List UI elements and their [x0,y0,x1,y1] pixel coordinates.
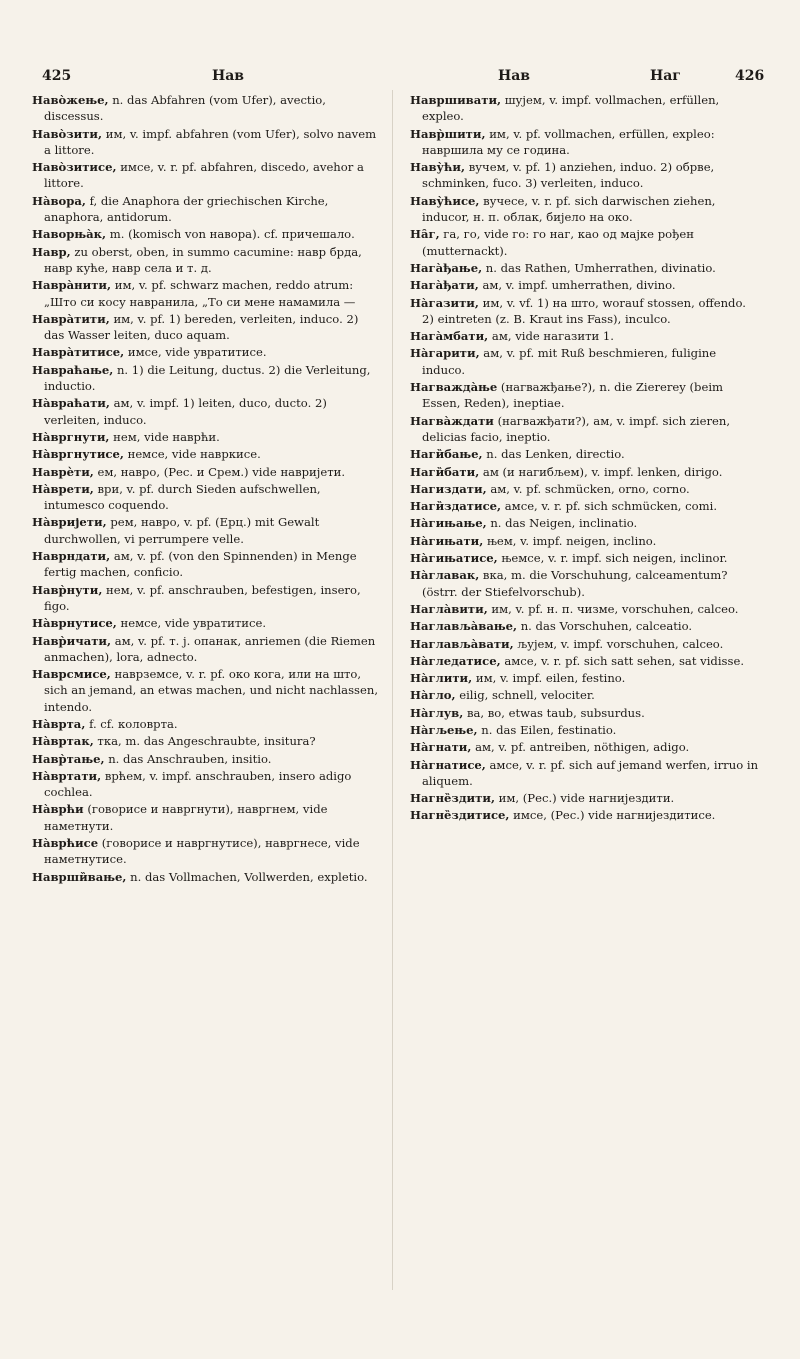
definition: га, го, vide го: го наг, као од мајке рођен (mutternackt). [422,227,694,258]
dictionary-entry [410,653,760,669]
dictionary-entry [410,550,760,566]
headword: На̀врћисе [32,836,99,851]
headword: На̀глув, [410,705,464,720]
left-running-head: Нав [212,68,245,84]
definition: имсе, vide увратитисе. [127,345,267,360]
definition: шујем, v. impf. vollmachen, erfüllen, expleo. [422,93,720,124]
dictionary-entry [410,446,760,462]
dictionary-entry [32,733,382,749]
headword: На̑г, [410,227,440,242]
dictionary-entry [32,548,382,581]
headword: Навр̀тање, [32,751,105,766]
definition: ам, vide нагазити 1. [491,329,614,344]
definition: им, v. impf. eilen, festino. [475,671,626,686]
dictionary-entry [32,159,382,192]
dictionary-entry [410,193,760,226]
headword: На̀врта, [32,716,86,731]
definition: n. das Anschrauben, insitio. [108,751,272,766]
headword: На̀гнатисе, [410,757,486,772]
headword: На̀гледатисе, [410,653,501,668]
dictionary-entry [410,295,760,328]
definition: n. das Vollmachen, Vollwerden, expletio. [130,869,368,884]
dictionary-entry [32,126,382,159]
dictionary-entry [32,582,382,615]
definition: (нагважђати?), ам, v. impf. sich zieren, delicias facio, ineptio. [422,413,731,444]
definition: им, (Рес.) vide нагнијездити. [498,791,675,806]
headword: На̀гарити, [410,346,480,361]
headword: Нагне̏здитисе, [410,808,510,823]
dictionary-entry [32,514,382,547]
dictionary-entry [410,636,760,652]
headword: Навр̀шити, [410,126,486,141]
dictionary-entry [32,751,382,767]
headword: Нагла̀вити, [410,601,488,616]
definition: f, die Anaphora der griechischen Kirche, anaphora, antidorum. [44,193,329,225]
definition: ва, во, etwas taub, subsurdus. [466,705,645,720]
definition: n. das Abfahren (vom Ufer), avectio, discessus. [44,93,326,124]
definition: m. (komisch von навора). cf. причешало. [109,227,355,242]
headword: Наврндати, [32,549,111,564]
definition: (говорисе и навргнутисе), навргнесе, vide наметнутисе. [44,836,360,867]
definition: амсе, v. r. pf. sich schmücken, comi. [504,499,718,514]
dictionary-entry [32,446,382,462]
definition: немсе, vide увратитисе. [120,616,267,631]
dictionary-entry [410,757,760,790]
headword: На̀вртак, [32,734,94,749]
headword: Нагва̀ждати [410,413,494,428]
dictionary-entry [410,601,760,617]
right-running-head-last: Наг [650,68,681,84]
headword: Навра̀тити, [32,311,110,326]
headword: На̀вријети, [32,515,107,530]
left-page-number: 425 [42,68,72,84]
dictionary-entry [410,722,760,738]
definition: им, v. pf. schwarz machen, reddo atrum: „Што си косу навранила, „То си мене намамила — [44,278,356,309]
definition: им, v. vf. 1) на што, worauf stossen, offendo. 2) eintreten (z. B. Kraut ins Fass), inculco. [422,295,746,326]
headword: Наворња̀к, [32,227,107,242]
dictionary-entry [410,670,760,686]
definition: ам, v. pf. (von den Spinnenden) in Menge fertig machen, conficio. [44,549,357,580]
definition: тка, m. das Angeschraubte, insitura? [97,734,316,749]
dictionary-entry [32,311,382,344]
definition: нем, v. pf. anschrauben, befestigen, insero, figo. [44,582,361,613]
headword: Наги̏бање, [410,447,483,462]
headword: Навршивати, [410,93,502,107]
dictionary-entry [32,92,382,125]
definition: zu oberst, oben, in summo cacumine: навр брда, навр куће, навр села и т. д. [44,244,362,275]
definition: амсе, v. r. pf. sich auf jemand werfen, irruo in aliquem. [422,757,759,788]
headword: Навр̀ичати, [32,633,112,648]
dictionary-entry [32,801,382,834]
definition: n. 1) die Leitung, ductus. 2) die Verleitung, inductio. [44,362,371,394]
definition: n. das Eilen, festinatio. [481,722,617,737]
headword: На̀газити, [410,295,479,310]
definition: вучесе, v. r. pf. sich darwischen ziehen, inducor, н. п. облак, бијело на око. [422,193,716,225]
dictionary-entry [410,277,760,293]
headword: Нагважда̀ње [410,380,498,395]
dictionary-entry [32,362,382,395]
dictionary-entry [32,835,382,868]
headword: Навр, [32,244,71,259]
definition: им, v. pf. н. п. чизме, vorschuhen, calceo. [491,601,739,616]
headword: Наврши̏вање, [32,869,127,884]
headword: Наги̏бати, [410,464,480,479]
dictionary-entry [410,159,760,192]
headword: На̀главак, [410,568,480,583]
dictionary-entry [410,260,760,276]
dictionary-entry [32,193,382,226]
headword: Наву̀ћисе, [410,193,480,208]
headword: На̀вртати, [32,768,102,783]
definition: n. das Vorschuhen, calceatio. [520,619,693,634]
headword: Навраћање, [32,362,114,377]
dictionary-entry [32,869,382,885]
dictionary-entry [410,328,760,344]
definition: њемсе, v. r. impf. sich neigen, inclinor. [501,551,728,566]
dictionary-entry [32,277,382,310]
right-page-number: 426 [735,68,765,84]
definition: вучем, v. pf. 1) anziehen, induo. 2) обрве, schminken, fuco. 3) verleiten, induco. [422,160,715,191]
definition: наврземсе, v. r. pf. око кога, или на што, sich an jemand, an etwas machen, und nicht nachlassen, intendo. [44,667,378,714]
right-column [410,92,760,825]
headword: Наво̀зитисе, [32,160,117,175]
headword: Нагиздати, [410,481,487,496]
dictionary-entry [410,498,760,514]
headword: На̀враћати, [32,396,110,411]
dictionary-entry [410,790,760,806]
headword: Нага̀мбати, [410,329,489,344]
headword: На̀гло, [410,688,456,703]
definition: (говорисе и навргнути), навргнем, vide наметнути. [44,802,328,833]
definition: ам, v. pf. antreiben, nöthigen, adigo. [475,740,690,755]
dictionary-entry [32,633,382,666]
headword: Наги̏здатисе, [410,499,502,514]
headword: Наву̀ћи, [410,160,466,175]
left-column [32,92,382,886]
definition: им, v. pf. 1) bereden, verleiten, induco. 2) das Wasser leiten, duco aquam. [44,311,359,343]
dictionary-entry [410,464,760,480]
dictionary-entry [32,344,382,360]
dictionary-entry [410,739,760,755]
dictionary-entry [410,618,760,634]
headword: Навра̀нити, [32,278,112,293]
headword: Нага̀ђање, [410,260,483,275]
definition: ам, v. pf. schmücken, orno, corno. [490,481,690,496]
headword: На̀гињање, [410,516,487,531]
definition: ам, v. pf. т. ј. опанак, anriemen (die Riemen anmachen), lora, adnecto. [44,633,376,664]
dictionary-entry [410,345,760,378]
definition: нем, vide наврћи. [113,429,220,444]
headword: На̀гљење, [410,722,478,737]
headword: На̀гнати, [410,740,472,755]
dictionary-entry [410,126,760,159]
dictionary-entry [32,666,382,715]
headword: Навра̀титисе, [32,345,125,360]
definition: имсе, v. r. pf. abfahren, discedo, avehor a littore. [44,160,364,191]
headword: На̀врнутисе, [32,616,117,631]
definition: n. das Rathen, Umherrathen, divinatio. [485,260,716,275]
dictionary-entry [410,705,760,721]
column-divider [392,90,393,1290]
dictionary-entry [32,481,382,514]
definition: ам, v. impf. 1) leiten, duco, ducto. 2) verleiten, induco. [44,396,327,427]
headword: Нагне̏здити, [410,791,495,806]
dictionary-entry [32,768,382,801]
dictionary-entry [32,429,382,445]
dictionary-entry [410,567,760,600]
dictionary-entry [32,716,382,732]
dictionary-entry [410,807,760,823]
dictionary-entry [32,226,382,242]
right-running-head-first: Нав [498,68,531,84]
headword: На̀гињатисе, [410,551,498,566]
definition: ам, v. pf. mit Ruß beschmieren, fuligine induco. [422,346,717,377]
headword: На̀гињати, [410,533,484,548]
definition: имсе, (Рес.) vide нагнијездитисе. [513,808,716,823]
definition: им, v. impf. abfahren (vom Ufer), solvo navem a littore. [44,126,377,157]
headword: На̀врћи [32,802,84,817]
headword: На̀вргнутисе, [32,447,124,462]
dictionary-entry [410,379,760,412]
headword: На̀глити, [410,671,473,686]
definition: (нагважђање?), n. die Ziererey (beim Essen, Reden), ineptiae. [422,380,724,411]
definition: n. das Neigen, inclinatio. [490,516,638,531]
headword: Наво̀зити, [32,126,103,141]
definition: f. cf. коловрта. [89,716,178,731]
headword: Наглавља̀вање, [410,619,518,634]
headword: Наврсмисе, [32,667,111,682]
dictionary-entry [410,515,760,531]
definition: немсе, vide навркисе. [127,447,261,462]
definition: ам (и нагибљем), v. impf. lenken, dirigo. [482,464,723,479]
headword: Нага̀ђати, [410,278,479,293]
definition: врћем, v. impf. anschrauben, insero adigo cochlea. [44,768,352,800]
dictionary-entry [410,226,760,259]
dictionary-entry [410,687,760,703]
dictionary-entry [410,533,760,549]
definition: рем, наврo, v. pf. (Ерц.) mit Gewalt durchwollen, vi perrumpere velle. [44,515,320,546]
definition: ем, навро, (Рес. и Срем.) vide навријети. [97,464,346,479]
headword: На̀врети, [32,481,94,496]
dictionary-entry [32,244,382,277]
headword: Наво̀жење, [32,93,109,107]
dictionary-entry [32,395,382,428]
definition: љујем, v. impf. vorschuhen, calceo. [517,636,724,651]
dictionary-entry [410,92,760,125]
headword: Наглавља̀вати, [410,636,514,651]
dictionary-entry [410,413,760,446]
definition: амсе, v. r. pf. sich satt sehen, sat vidisse. [504,653,745,668]
dictionary-entry [410,481,760,497]
definition: вка, m. die Vorschuhung, calceamentum? (östrr. der Stiefelvorschub). [422,568,728,599]
definition: им, v. pf. vollmachen, erfüllen, expleo: навршила му се година. [422,126,715,157]
headword: На̀вргнути, [32,429,110,444]
headword: На̀вора, [32,193,86,208]
definition: eilig, schnell, velociter. [459,688,595,703]
definition: ври, v. pf. durch Sieden aufschwellen, intumesco coquendo. [44,481,321,513]
dictionary-entry [32,615,382,631]
definition: n. das Lenken, directio. [486,447,625,462]
definition: ам, v. impf. umherrathen, divino. [482,278,676,293]
headword: Наврѐти, [32,464,94,479]
definition: њем, v. impf. neigen, inclino. [486,533,657,548]
headword: Навр̀нути, [32,582,103,597]
dictionary-entry [32,464,382,480]
